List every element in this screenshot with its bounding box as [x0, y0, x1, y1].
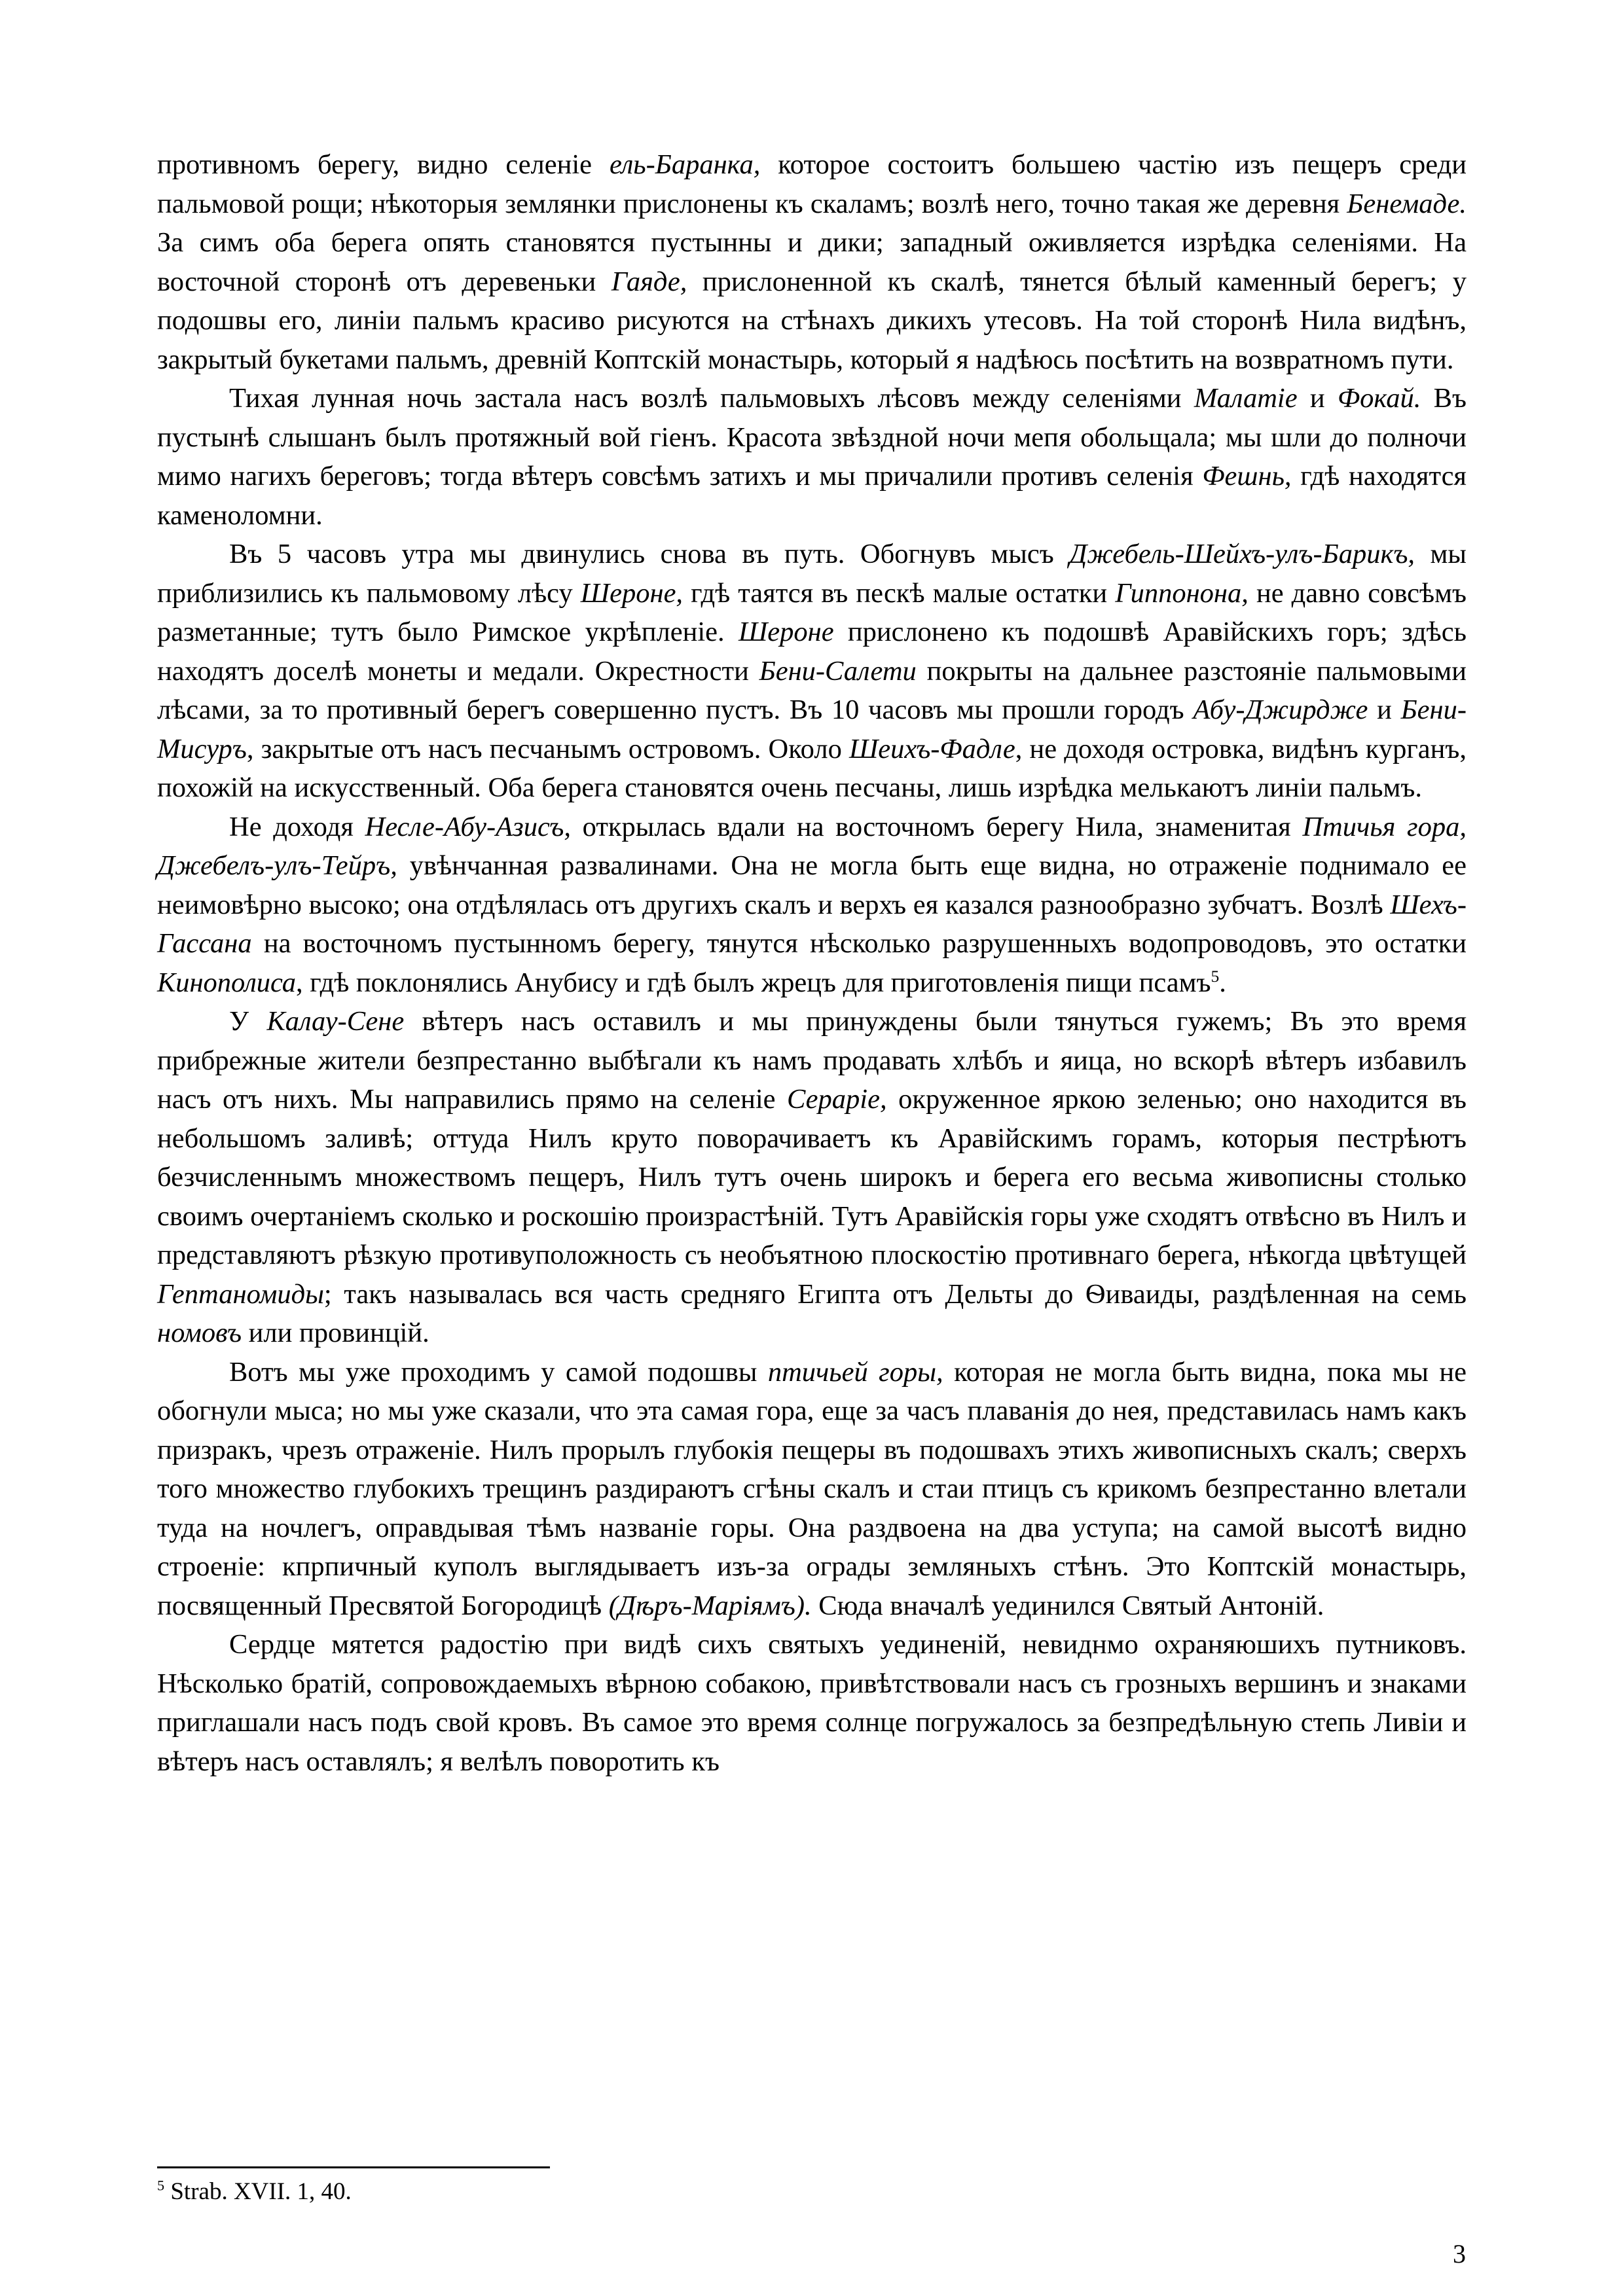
italic-text: Бени-Мисуръ: [157, 694, 1467, 764]
footnote-divider: [157, 2166, 550, 2168]
text-segment: За симъ оба берега опять становятся пустынны и дики; западный оживляется изрѣдка селеніями. На восточной сторонѣ отъ деревеньки: [157, 227, 1467, 297]
italic-text: Бенемаде.: [1347, 188, 1467, 219]
text-segment: , не доходя островка, видѣнъ курганъ, похожій на искусственный. Оба берега становятся очень песчаны, лишь изрѣдка мелькаютъ линіи пальмъ.: [157, 733, 1467, 803]
text-segment: мы приблизились къ пальмовому лѣсу: [157, 539, 1467, 609]
italic-text: Гептаномиды: [157, 1278, 324, 1310]
text-segment: которое состоитъ большею частію изъ пещеръ среди пальмовой рощи; нѣкоторыя землянки прислонены къ скаламъ; возлѣ него, точно такая же деревня: [157, 149, 1467, 219]
text-segment: и: [1368, 694, 1401, 725]
italic-text: Малатіе: [1194, 383, 1298, 414]
italic-text: Гиппонона,: [1115, 577, 1249, 609]
text-segment: открылась вдали на восточномъ берегу Нила, знаменитая: [570, 811, 1303, 842]
text-segment: Въ пустынѣ слышанъ былъ протяжный вой гіенъ. Красота звѣздной ночи мепя обольщала; мы шли до полночи мимо нагихъ береговъ; тогда вѣтеръ совсѣмъ затихъ и мы причалили противъ селенія: [157, 383, 1467, 492]
italic-text: Гаяде,: [611, 266, 687, 297]
paragraph: [157, 379, 1467, 535]
paragraph: [157, 1353, 1467, 1626]
text-segment: Сюда вначалѣ уединился Святый Антоній.: [811, 1590, 1324, 1621]
text-segment: на восточномъ пустынномъ берегу, тянутся нѣсколько разрушенныхъ водопроводовъ, это остатки: [251, 928, 1467, 959]
italic-text: Шеихъ-Фадле: [848, 733, 1015, 764]
footnote-mark: 5: [157, 2177, 165, 2194]
italic-text: Шероне,: [580, 577, 684, 609]
page-number: 3: [1453, 2239, 1466, 2269]
text-segment: вѣтеръ насъ оставилъ и мы принуждены были тянуться гужемъ; Въ это время прибрежные жители безпрестанно выбѣгали къ намъ продавать хлѣбъ и яица, но вскорѣ вѣтеръ избавилъ насъ отъ нихъ. Мы направились прямо на селеніе: [157, 1006, 1467, 1115]
text-segment: или провинцій.: [242, 1318, 429, 1348]
paragraph: [157, 808, 1467, 1003]
italic-text: Кинополиса: [157, 967, 297, 998]
text-segment: увѣнчанная развалинами. Она не могла быть еще видна, но отраженіе поднимало ее неимовѣрно высоко; она отдѣлялась отъ другихъ скалъ и верхъ ея казался разнообразно зубчатъ. Возлѣ: [157, 850, 1467, 920]
text-segment: ; такъ называлась вся часть средняго Египта отъ Дельты до Ѳиваиды, раздѣленная на семь: [323, 1278, 1467, 1310]
text-segment: .: [1219, 967, 1226, 998]
italic-text: Серарiе,: [787, 1084, 887, 1115]
page-body: [157, 145, 1467, 1781]
paragraph: [157, 145, 1467, 379]
text-segment: гдѣ таятся въ пескѣ малые остатки: [683, 577, 1116, 609]
italic-text: (Дѣръ-Маріямъ).: [608, 1590, 812, 1621]
paragraph: [157, 1002, 1467, 1353]
footnote: [157, 2176, 1467, 2208]
text-segment: и: [1297, 383, 1338, 414]
text-segment: гдѣ находятся каменоломни.: [157, 461, 1467, 531]
text-segment: , закрытые отъ насъ песчанымъ островомъ. Около: [246, 733, 849, 764]
italic-text: Фешнь,: [1202, 461, 1292, 492]
text-segment: противномъ берегу, видно селеніе: [157, 149, 610, 180]
text-segment: Не доходя: [229, 811, 365, 842]
footnote-text: Strab. XVII. 1, 40.: [164, 2178, 352, 2205]
paragraph: [157, 1625, 1467, 1781]
italic-text: Джебель-Шейхъ-улъ-Барикъ,: [1069, 539, 1415, 569]
italic-text: ель-Баранка,: [609, 149, 761, 180]
italic-text: Калау-Сене: [266, 1006, 405, 1037]
italic-text: Фокай.: [1337, 383, 1421, 414]
italic-text: Шехъ-Гассана: [157, 889, 1467, 959]
italic-text: Несле-Абу-Азисъ,: [365, 811, 571, 842]
text-segment: , гдѣ поклонялись Анубису и гдѣ былъ жрецъ для приготовленія пищи псамъ: [296, 967, 1211, 998]
italic-text: номовъ: [157, 1318, 242, 1348]
italic-text: Птичья гора, Джебелъ-улъ-Тейръ,: [157, 811, 1467, 881]
paragraph: [157, 535, 1467, 808]
text-segment: У: [229, 1006, 267, 1037]
italic-text: Абу-Джирдже: [1193, 694, 1368, 725]
text-segment: которая не могла быть видна, пока мы не обогнули мыса; но мы уже сказали, что эта самая гора, еще за часъ плаванія до нея, представилась намъ какъ призракъ, чрезъ отраженіе. Нилъ прорылъ глубокія пещеры въ подошвахъ этихъ живописныхъ скалъ; сверхъ того множество глубокихъ трещинъ раздираютъ сгѣны скалъ и стаи птицъ съ крикомъ безпрестанно влетали туда на ночлегъ, оправдывая тѣмъ названіе горы. Она раздвоена на два уступа; на самой высотѣ видно строеніе: кпрпичный куполъ выглядываетъ изъ-за ограды земляныхъ стѣнъ. Это Коптскій монастырь, посвященный Пресвятой Богородицѣ: [157, 1356, 1467, 1621]
text-segment: прислоненной къ скалѣ, тянется бѣлый каменный берегъ; у подошвы его, линіи пальмъ красиво рисуются на стѣнахъ дикихъ утесовъ. На той сторонѣ Нила видѣнъ, закрытый букетами пальмъ, древній Коптскій монастырь, который я надѣюсь посѣтить на возвратномъ пути.: [157, 266, 1467, 375]
italic-text: Шероне: [738, 617, 834, 647]
text-segment: Вотъ мы уже проходимъ у самой подошвы: [229, 1356, 768, 1388]
footnote-reference: 5: [1211, 966, 1220, 986]
text-segment: Въ 5 часовъ утра мы двинулись снова въ путь. Обогнувъ мысъ: [229, 539, 1070, 569]
italic-text: Бени-Салети: [759, 655, 917, 687]
text-segment: Сердце мятется радостію при видѣ сихъ святыхъ уединеній, невиднмо охраняюшихъ путниковъ. Нѣсколько братій, сопровождаемыхъ вѣрною собакою, привѣтствовали насъ съ грозныхъ вершинъ и знаками приглашали насъ подъ свой кровъ. Въ самое это время солнце погружалось за безпредѣльную степь Ливіи и вѣтеръ насъ оставлялъ; я велѣлъ поворотить къ: [157, 1629, 1467, 1777]
text-segment: Тихая лунная ночь застала насъ возлѣ пальмовыхъ лѣсовъ между селеніями: [229, 383, 1194, 414]
text-segment: не давно совсѣмъ разметанные; тутъ было Римское укрѣпленіе.: [157, 577, 1467, 647]
text-segment: окруженное яркою зеленью; оно находится въ небольшомъ заливѣ; оттуда Нилъ круто поворачиваетъ къ Аравійскимъ горамъ, которыя пестрѣютъ безчисленнымъ множествомъ пещеръ, Нилъ тутъ очень широкъ и берега его весьма живописны столько своимъ очертаніемъ сколько и роскошію произрастѣній. Тутъ Аравійскія горы уже сходятъ отвѣсно въ Нилъ и представляютъ рѣзкую противуположность съ необъятною плоскостію противнаго берега, нѣкогда цвѣтущей: [157, 1084, 1467, 1270]
text-segment: покрыты на дальнее разстояніе пальмовыми лѣсами, за то противный берегъ совершенно пустъ. Въ 10 часовъ мы прошли городъ: [157, 655, 1467, 725]
text-segment: прислонено къ подошвѣ Аравійскихъ горъ; здѣсь находятъ доселѣ монеты и медали. Окрестности: [157, 617, 1467, 687]
italic-text: птичьей горы,: [767, 1356, 943, 1388]
